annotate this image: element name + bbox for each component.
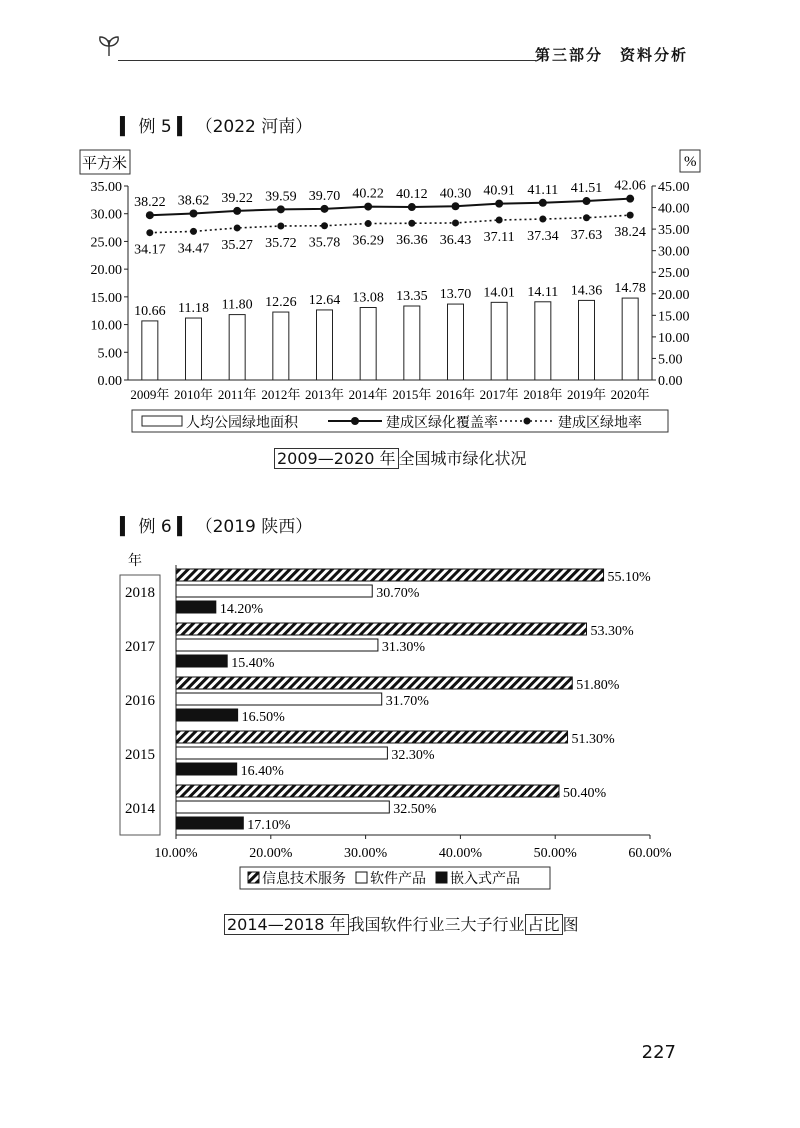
share-data-label: 16.40% — [240, 764, 284, 779]
coverage-rate-data-label: 38.62 — [177, 193, 210, 209]
share-data-label: 50.40% — [562, 786, 607, 801]
share-data-label: 31.70% — [385, 694, 429, 709]
green-land-rate-point — [146, 229, 153, 236]
chart2-caption — [224, 912, 579, 935]
green-land-rate-point — [234, 224, 241, 231]
share-data-label: 51.80% — [576, 678, 620, 693]
share-bar-white — [176, 585, 372, 597]
legend-swatch-white — [356, 872, 367, 883]
park-area-data-label: 11.80 — [221, 297, 253, 313]
park-area-bar — [186, 318, 202, 380]
x-tick-label: 2009年 — [130, 387, 170, 402]
green-land-rate-data-label: 36.29 — [352, 233, 384, 249]
green-land-rate-point — [321, 222, 328, 229]
coverage-rate-point — [277, 205, 285, 213]
x-tick-label: 2015年 — [392, 387, 432, 402]
park-area-bar — [579, 300, 595, 380]
legend-swatch-hatched — [248, 872, 259, 883]
left-tick-label: 25.00 — [90, 235, 122, 251]
software-share-chart — [100, 545, 720, 905]
coverage-rate-data-label: 42.06 — [614, 178, 646, 194]
share-bar-black — [176, 601, 216, 613]
x-tick-label: 40.00% — [438, 846, 482, 861]
example5-source: （2022 河南） — [195, 117, 313, 137]
share-bar-white — [176, 801, 389, 813]
right-tick-label: 30.00 — [658, 244, 690, 260]
park-area-data-label: 10.66 — [134, 303, 166, 319]
left-tick-label: 30.00 — [90, 207, 122, 223]
x-tick-label: 50.00% — [533, 846, 577, 861]
right-tick-label: 45.00 — [658, 180, 690, 195]
green-land-rate-point — [365, 220, 372, 227]
park-area-data-label: 14.11 — [527, 284, 559, 300]
green-land-rate-data-label: 36.43 — [439, 232, 472, 248]
legend-swatch-bar — [142, 416, 182, 426]
park-area-bar — [360, 307, 376, 380]
park-area-bar — [273, 312, 289, 380]
example6-source: （2019 陕西） — [195, 517, 313, 537]
coverage-rate-point — [364, 203, 372, 211]
right-tick-label: 35.00 — [658, 223, 690, 239]
chart2-caption-mid: 我国软件行业三大子行业 — [348, 915, 525, 934]
year-tick-label: 2014 — [125, 801, 155, 817]
share-data-label: 31.30% — [381, 640, 426, 655]
header-title: 第三部分 资料分析 — [534, 46, 688, 64]
coverage-rate-data-label: 39.22 — [221, 190, 253, 206]
example5-heading — [120, 112, 312, 137]
legend-label-hatched: 信息技术服务 — [262, 871, 346, 887]
example6-heading — [120, 512, 312, 537]
coverage-rate-data-label: 40.12 — [396, 187, 428, 203]
legend-label-solid: 建成区绿化覆盖率 — [386, 415, 498, 431]
x-tick-label: 2016年 — [435, 387, 476, 402]
green-land-rate-point — [277, 223, 284, 230]
green-land-rate-data-label: 35.72 — [265, 236, 297, 252]
share-bar-hatched — [176, 785, 559, 797]
example5-mark-end: ▍ — [177, 117, 191, 137]
share-bar-hatched — [176, 623, 586, 635]
share-bar-black — [176, 709, 238, 721]
legend-label-bar: 人均公园绿地面积 — [186, 415, 298, 431]
share-data-label: 30.70% — [376, 586, 420, 601]
coverage-rate-data-label: 39.59 — [265, 189, 297, 205]
coverage-rate-point — [233, 207, 241, 215]
year-tick-label: 2018 — [125, 585, 155, 601]
right-unit-label: % — [684, 154, 697, 170]
green-land-rate-point — [408, 220, 415, 227]
coverage-rate-point — [495, 200, 503, 208]
chart1-caption — [274, 446, 527, 469]
example6-mark-end: ▍ — [177, 517, 191, 537]
coverage-rate-data-label: 40.30 — [439, 186, 472, 202]
x-tick-label: 2020年 — [610, 387, 650, 402]
chart2-caption-years: 2014—2018 年 — [224, 914, 349, 935]
share-data-label: 32.30% — [391, 748, 435, 763]
park-area-data-label: 13.08 — [352, 290, 384, 306]
x-tick-label: 10.00% — [154, 846, 198, 861]
x-tick-label: 2010年 — [173, 387, 214, 402]
share-data-label: 53.30% — [590, 624, 634, 639]
park-area-bar — [535, 302, 551, 380]
header-rule — [118, 60, 536, 61]
green-land-rate-data-label: 38.24 — [614, 225, 646, 241]
left-tick-label: 15.00 — [90, 290, 122, 306]
left-tick-label: 5.00 — [97, 346, 122, 362]
year-tick-label: 2015 — [125, 747, 155, 763]
legend-swatch-black — [436, 872, 447, 883]
left-tick-label: 0.00 — [97, 374, 122, 389]
share-data-label: 17.10% — [247, 818, 291, 833]
green-land-rate-point — [496, 217, 503, 224]
left-unit-label: 平方米 — [82, 156, 128, 172]
coverage-rate-point — [408, 203, 416, 211]
share-data-label: 32.50% — [393, 802, 437, 817]
share-data-label: 51.30% — [571, 732, 615, 747]
green-land-rate-data-label: 35.78 — [308, 235, 341, 251]
share-data-label: 14.20% — [219, 602, 263, 617]
example6-mark: ▍ — [120, 517, 134, 537]
share-data-label: 15.40% — [231, 656, 275, 671]
park-area-data-label: 14.01 — [483, 285, 515, 301]
legend-label-dotted: 建成区绿地率 — [558, 415, 642, 431]
right-tick-label: 0.00 — [658, 374, 683, 389]
coverage-rate-point — [583, 197, 591, 205]
park-area-bar — [448, 304, 464, 380]
share-bar-hatched — [176, 569, 604, 581]
park-area-data-label: 14.78 — [614, 281, 646, 297]
green-land-rate-point — [452, 219, 459, 226]
x-tick-label: 20.00% — [249, 846, 293, 861]
green-land-rate-data-label: 36.36 — [396, 233, 428, 249]
left-tick-label: 20.00 — [90, 263, 122, 279]
x-tick-label: 2011年 — [217, 387, 257, 402]
legend-swatch-dotted-point — [524, 418, 531, 425]
share-bar-black — [176, 655, 227, 667]
chart1-caption-text: 全国城市绿化状况 — [398, 449, 527, 468]
park-area-bar — [404, 306, 420, 380]
x-tick-label: 2014年 — [348, 387, 388, 402]
year-axis-label: 年 — [128, 554, 142, 569]
right-tick-label: 20.00 — [658, 287, 690, 303]
coverage-rate-data-label: 40.91 — [483, 183, 515, 199]
example5-mark: ▍ — [120, 117, 134, 137]
park-area-data-label: 13.70 — [439, 287, 472, 303]
example5-label: 例 5 — [138, 117, 172, 137]
green-land-rate-point — [583, 214, 590, 221]
park-area-bar — [491, 302, 507, 380]
coverage-rate-point — [321, 205, 329, 213]
green-land-rate-point — [539, 216, 546, 223]
legend-label-black: 嵌入式产品 — [450, 871, 520, 887]
page-number: 227 — [641, 1042, 676, 1063]
park-area-bar — [622, 298, 638, 380]
park-area-bar — [317, 310, 333, 380]
share-data-label: 55.10% — [607, 570, 651, 585]
chart2-caption-end: 图 — [562, 915, 579, 934]
greening-chart — [60, 140, 740, 440]
share-bar-white — [176, 693, 382, 705]
coverage-rate-point — [626, 195, 634, 203]
legend-label-white: 软件产品 — [370, 871, 426, 887]
x-tick-label: 2019年 — [566, 387, 607, 402]
share-bar-white — [176, 639, 378, 651]
green-land-rate-data-label: 37.63 — [570, 227, 603, 243]
right-tick-label: 10.00 — [658, 330, 690, 346]
coverage-rate-data-label: 41.51 — [570, 181, 603, 197]
coverage-rate-data-label: 38.22 — [134, 195, 166, 211]
x-tick-label: 60.00% — [628, 846, 672, 861]
park-area-bar — [142, 321, 158, 380]
coverage-rate-data-label: 39.70 — [308, 188, 341, 204]
x-tick-label: 2017年 — [479, 387, 519, 402]
year-tick-label: 2016 — [125, 693, 155, 709]
coverage-rate-point — [539, 199, 547, 207]
green-land-rate-data-label: 34.17 — [134, 242, 166, 258]
park-area-data-label: 11.18 — [178, 301, 209, 317]
green-land-rate-point — [190, 228, 197, 235]
x-tick-label: 2013年 — [304, 387, 345, 402]
green-land-rate-data-label: 37.34 — [527, 229, 559, 245]
park-area-bar — [229, 315, 245, 380]
park-area-data-label: 12.64 — [308, 292, 341, 308]
green-land-rate-point — [627, 212, 634, 219]
year-tick-label: 2017 — [125, 639, 155, 655]
x-tick-label: 2018年 — [523, 387, 563, 402]
coverage-rate-point — [452, 202, 460, 210]
share-bar-white — [176, 747, 387, 759]
x-tick-label: 30.00% — [344, 846, 388, 861]
share-bar-hatched — [176, 677, 572, 689]
example6-label: 例 6 — [138, 517, 172, 537]
park-area-data-label: 13.35 — [396, 289, 428, 305]
coverage-rate-point — [190, 210, 198, 218]
share-bar-black — [176, 763, 237, 775]
right-tick-label: 40.00 — [658, 201, 690, 217]
right-tick-label: 5.00 — [658, 352, 683, 368]
chart2-caption-box: 占比 — [525, 914, 563, 935]
chart1-caption-years: 2009—2020 年 — [274, 448, 399, 469]
coverage-rate-data-label: 41.11 — [527, 182, 559, 198]
coverage-rate-data-label: 40.22 — [352, 186, 384, 202]
park-area-data-label: 12.26 — [265, 295, 297, 311]
green-land-rate-data-label: 37.11 — [483, 230, 515, 246]
green-land-rate-data-label: 34.47 — [177, 241, 210, 257]
right-tick-label: 25.00 — [658, 266, 690, 282]
right-tick-label: 15.00 — [658, 309, 690, 325]
legend-swatch-solid-point — [351, 417, 359, 425]
sprout-icon — [96, 34, 122, 58]
share-bar-hatched — [176, 731, 568, 743]
left-tick-label: 35.00 — [90, 180, 122, 195]
x-tick-label: 2012年 — [261, 387, 301, 402]
green-land-rate-data-label: 35.27 — [221, 237, 253, 253]
coverage-rate-point — [146, 211, 154, 219]
left-tick-label: 10.00 — [90, 318, 122, 334]
share-data-label: 16.50% — [241, 710, 285, 725]
park-area-data-label: 14.36 — [570, 283, 603, 299]
share-bar-black — [176, 817, 243, 829]
